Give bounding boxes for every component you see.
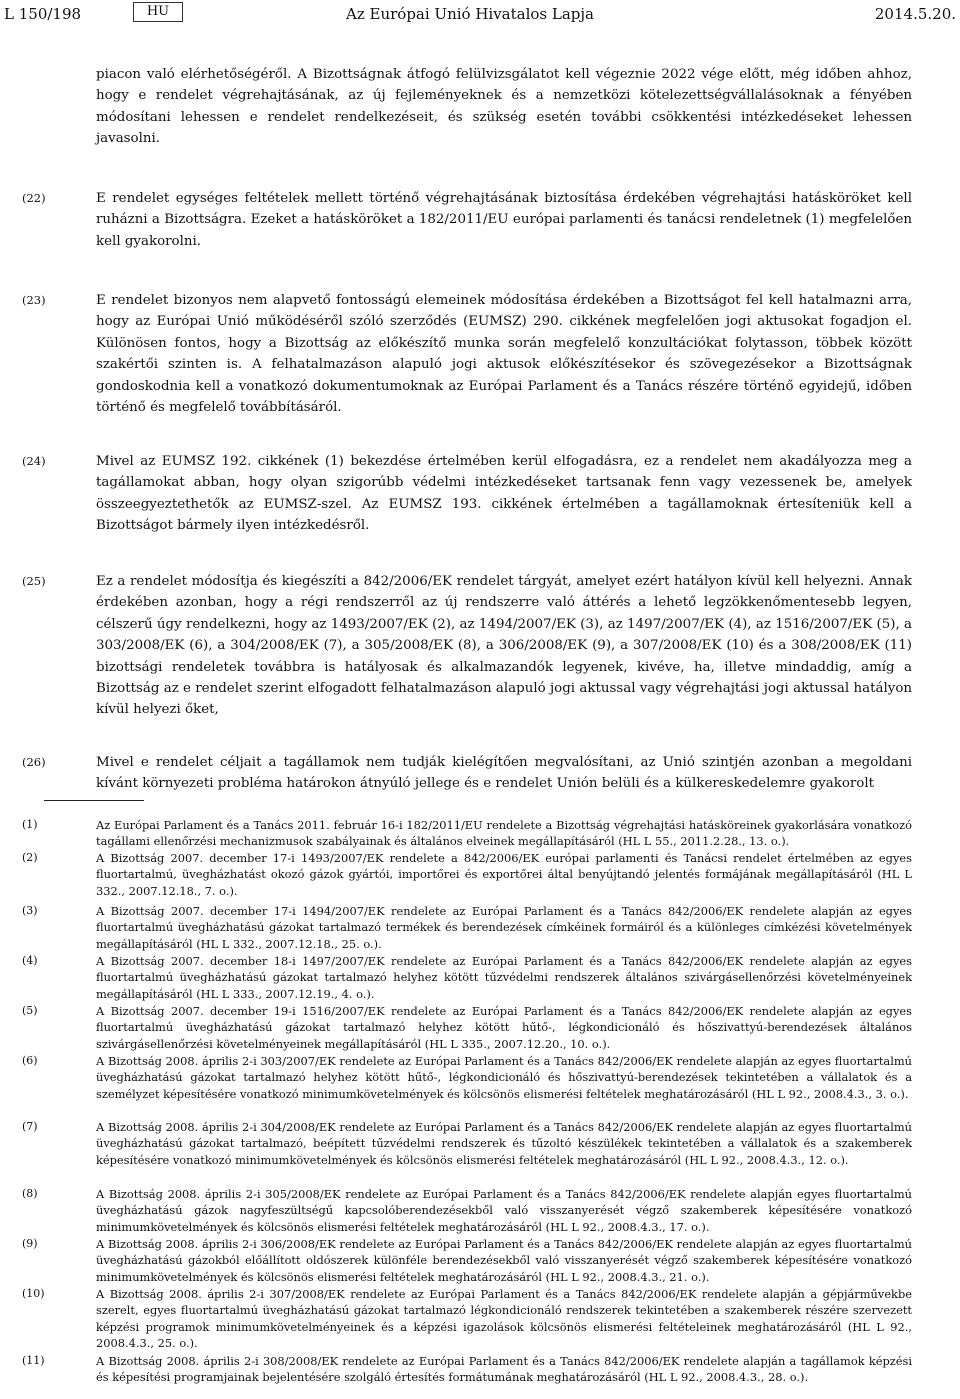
footnote-number: (1) [22, 818, 38, 831]
recital-number: (22) [22, 191, 46, 205]
footnote-number: (11) [22, 1354, 45, 1367]
footnote-text: A Bizottság 2007. december 17-i 1494/2007/EK rendelete az Európai Parlament és a Tanács 842/2006/EK rendelete alapján az egyes fluortartalmú üvegházhatású gázokat tartalmazó termékek és berendezések címkéinek formáiról és a különleges címkézési követelmények megállapításáról (HL L 332., 2007.12.18., 25. o.). [96, 904, 912, 951]
footnote-text: A Bizottság 2007. december 18-i 1497/2007/EK rendelete az Európai Parlament és a Tanács 842/2006/EK rendelete alapján az egyes fluortartalmú üvegházhatású gázokat tartalmazó helyhez kötött tűzvédelmi rendszerek általános szivárgásellenőrzési követelményeinek megállapításáról (HL L 333., 2007.12.19., 4. o.). [96, 954, 912, 1001]
footnote-number: (10) [22, 1287, 45, 1300]
journal-title: Az Európai Unió Hivatalos Lapja [346, 5, 594, 23]
footnote-text: A Bizottság 2008. április 2-i 307/2008/EK rendelete az Európai Parlament és a Tanács 842/2006/EK rendelete alapján a gépjárművekbe szerelt, egyes fluortartalmú üvegházhatású gázokat tartalmazó légkondicionáló rendszerek tekintetében a szakemberek részére szervezett képzési programok minimumkövetelményeinek és a képzési igazolások kölcsönös elismerési feltételeinek meghatározásáról (HL L 92., 2008.4.3., 25. o.). [96, 1287, 912, 1351]
footnote-text: A Bizottság 2008. április 2-i 308/2008/EK rendelete az Európai Parlament és a Tanács 842/2006/EK rendelete alapján a tagállamok képzési és képesítési programjainak bejelentésére szolgáló értesítés formátumának meghatározásáról (HL L 92., 2008.4.3., 28. o.). [96, 1354, 912, 1385]
footnote-text: A Bizottság 2008. április 2-i 304/2008/EK rendelete az Európai Parlament és a Tanács 842/2006/EK rendelete alapján az egyes fluortartalmú üvegházhatású gázokat tartalmazó, beépített tűzvédelmi rendszerek és tűzoltó készülékek tekintetében a vállalatok és a szakemberek képesítésére vonatkozó minimumkövetelmények és kölcsönös elismerési feltételek meghatározásáról (HL L 92., 2008.4.3., 12. o.). [96, 1120, 912, 1167]
recital-number: (26) [22, 755, 46, 769]
recital-number: (23) [22, 293, 46, 307]
footnote-separator [44, 800, 144, 801]
footnote-text: A Bizottság 2008. április 2-i 305/2008/EK rendelete az Európai Parlament és a Tanács 842/2006/EK rendelete alapján egyes fluortartalmú üvegházhatású gázok nagyfeszültségű kapcsolóberendezésekből való visszanyerését végző szakemberek képesítésére vonatkozó minimumkövetelmények és kölcsönös elismerési feltételek meghatározásáról (HL L 92., 2008.4.3., 17. o.). [96, 1187, 912, 1234]
publication-date: 2014.5.20. [874, 5, 956, 23]
footnote-number: (5) [22, 1004, 38, 1017]
recital-number: (25) [22, 574, 46, 588]
intro-paragraph: piacon való elérhetőségéről. A Bizottságnak átfogó felülvizsgálatot kell végeznie 2022 vége előtt, még időben ahhoz, hogy e rendelet végrehajtásának, az új fejleményeknek és a nemzetközi kötelezettségvállalásoknak a fényében módosítani lehessen e rendelet rendelkezéseit, és szükség esetén további csökkentési intézkedéseket lehessen javasolni. [96, 67, 912, 147]
footnote-text: Az Európai Parlament és a Tanács 2011. február 16-i 182/2011/EU rendelete a Bizottság végrehajtási hatásköreinek gyakorlására vonatkozó tagállami ellenőrzési mechanizmusok szabályainak és általános elveinek megállapításáról (HL L 55., 2011.2.28., 13. o.). [96, 818, 912, 849]
page-header [0, 2, 960, 28]
recital-number: (24) [22, 454, 46, 468]
footnote-text: A Bizottság 2008. április 2-i 303/2007/EK rendelete az Európai Parlament és a Tanács 842/2006/EK rendelete alapján az egyes fluortartalmú üvegházhatású gázokat tartalmazó helyhez kötött hűtő-, légkondicionáló és hőszivattyú-berendezések tekintetében a vállalatok és a személyzet képesítésére vonatkozó minimumkövetelmények és kölcsönös elismerési feltételek meghatározásáról (HL L 92., 2008.4.3., 3. o.). [96, 1054, 912, 1101]
language-badge: HU [133, 2, 183, 22]
recital-text: Ez a rendelet módosítja és kiegészíti a 842/2006/EK rendelet tárgyát, amelyet ezért hatályon kívül kell helyezni. Annak érdekében azonban, hogy a régi rendszerről az új rendszerre való áttérés a lehető legzökkenőmentesebb legyen, célszerű úgy rendelkezni, hogy az 1493/2007/EK (2), az 1494/2007/EK (3), az 1497/2007/EK (4), az 1516/2007/EK (5), a 303/2008/EK (6), a 304/2008/EK (7), a 305/2008/EK (8), a 306/2008/EK (9), a 307/2008/EK (10) és a 308/2008/EK (11) bizottsági rendeletek továbbra is hatályosak és alkalmazandók legyenek, kivéve, ha, illetve mindaddig, amíg a Bizottság az e rendelet szerint elfogadott felhatalmazáson alapuló jogi aktussal vagy végrehajtási jogi aktussal hatályon kívül helyezi őket, [96, 574, 912, 718]
recital-text: E rendelet bizonyos nem alapvető fontosságú elemeinek módosítása érdekében a Bizottságot fel kell hatalmazni arra, hogy az Európai Unió működéséről szóló szerződés (EUMSZ) 290. cikkének megfelelően jogi aktusokat fogadjon el. Különösen fontos, hogy a Bizottság az előkészítő munka során megfelelő konzultációkat folytasson, többek között szakértői szinten is. A felhatalmazáson alapuló jogi aktusok előkészítésekor és szövegezésekor a Bizottságnak gondoskodnia kell a vonatkozó dokumentumoknak az Európai Parlament és a Tanács részére történő egyidejű, időben történő és megfelelő továbbításáról. [96, 293, 912, 416]
footnote-number: (6) [22, 1054, 38, 1067]
page-reference: L 150/198 [4, 5, 82, 23]
footnote-number: (8) [22, 1187, 38, 1200]
footnote-number: (9) [22, 1237, 38, 1250]
recital-text: E rendelet egységes feltételek mellett történő végrehajtásának biztosítása érdekében végrehajtási hatásköröket kell ruházni a Bizottságra. Ezeket a hatásköröket a 182/2011/EU európai parlamenti és tanácsi rendeletnek (1) megfelelően kell gyakorolni. [96, 191, 912, 249]
footnote-text: A Bizottság 2008. április 2-i 306/2008/EK rendelete az Európai Parlament és a Tanács 842/2006/EK rendelete alapján az egyes fluortartalmú üvegházhatású gázokból előállított oldószerek különféle berendezésekből való visszanyerését végző szakemberek képesítésére vonatkozó minimumkövetelmények és kölcsönös elismerési feltételek meghatározásáról (HL L 92., 2008.4.3., 21. o.). [96, 1237, 912, 1284]
recital-text: Mivel e rendelet céljait a tagállamok nem tudják kielégítően megvalósítani, az Unió szintjén azonban a megoldani kívánt környezeti probléma határokon átnyúló jellege és e rendelet Unión belüli és a külkereskedelemre gyakorolt [96, 755, 912, 792]
footnote-number: (2) [22, 851, 38, 864]
footnote-number: (4) [22, 954, 38, 967]
recital-text: Mivel az EUMSZ 192. cikkének (1) bekezdése értelmében kerül elfogadásra, ez a rendelet nem akadályozza meg a tagállamokat abban, hogy olyan szigorúbb védelmi intézkedéseket tartsanak fenn vagy vezessenek be, amelyek összeegyeztethetők az EUMSZ-szel. Az EUMSZ 193. cikkének értelmében a tagállamoknak értesíteniük kell a Bizottságot bármely ilyen intézkedésről. [96, 454, 912, 534]
footnote-number: (3) [22, 904, 38, 917]
footnote-number: (7) [22, 1120, 38, 1133]
footnote-text: A Bizottság 2007. december 17-i 1493/2007/EK rendelete a 842/2006/EK európai parlamenti és Tanácsi rendelet értelmében az egyes fluortartalmú, üvegházhatást okozó gázok gyártói, importőrei és exportőrei által benyújtandó jelentés formájának megállapításáról (HL L 332., 2007.12.18., 7. o.). [96, 851, 912, 898]
footnote-text: A Bizottság 2007. december 19-i 1516/2007/EK rendelete az Európai Parlament és a Tanács 842/2006/EK rendelete alapján az egyes fluortartalmú üvegházhatású gázokat tartalmazó helyhez kötött hűtő-, légkondicionáló és hőszivattyú-berendezések általános szivárgásellenőrzési követelményeinek megállapításáról (HL L 335., 2007.12.20., 10. o.). [96, 1004, 912, 1051]
